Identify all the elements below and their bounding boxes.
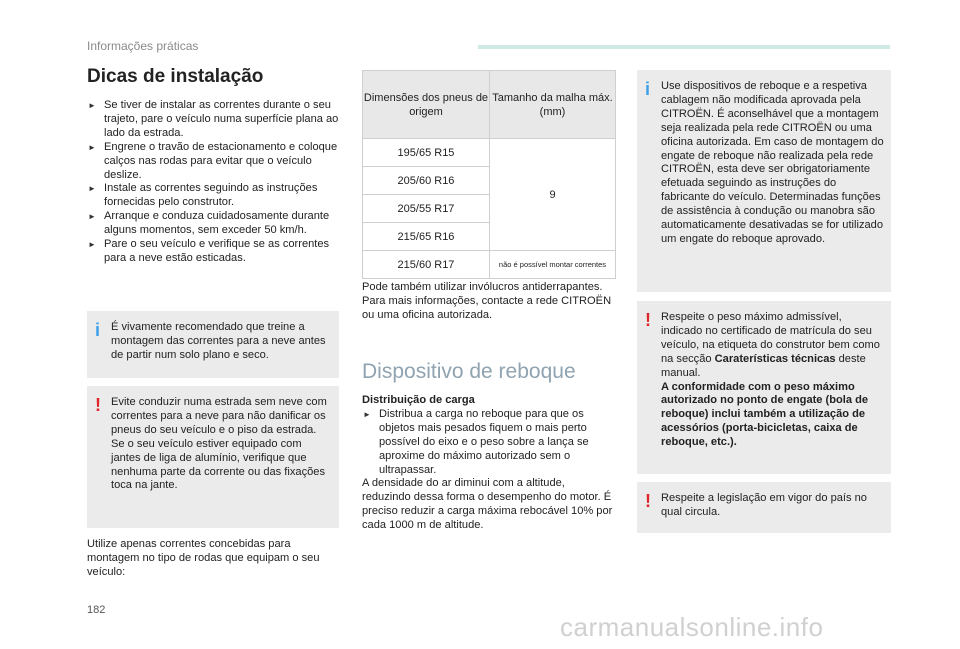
info-text: É vivamente recomendado que treine a montagem das correntes para a neve antes de partir num solo plano e seco. (111, 321, 326, 361)
load-distribution-subtitle: Distribuição de carga (362, 394, 475, 406)
info-box-towbar (637, 70, 891, 292)
info-text: Use dispositivos de reboque e a respetiva cablagem não modificada aprovada pela CITROËN. É aconselhável que a montagem seja realizada pela rede CITROËN ou uma oficina autorizada. Em caso de montagem do engate de reboque não realizada pela rede CITROËN, esta deve ser obrigatoriamente efetuada seguindo as instruções do fabricante do veículo. Determinadas funções de assistência à condução ou manobra são automaticamente desativadas se for utilizado um engate do reboque aprovado. (661, 80, 884, 245)
list-item: ► Pare o seu veículo e verifique se as correntes para a neve estão esticadas. (87, 238, 339, 266)
info-icon: i (95, 320, 101, 340)
table-header-mesh: Tamanho da malha máx. (mm) (490, 71, 616, 139)
weight-warning-text: Respeite o peso máximo admissível, indicado no certificado de matrícula do seu veículo, na etiqueta do construtor bem como na secção (661, 311, 880, 365)
manual-reference-text: deste manual. (661, 352, 866, 379)
header-accent-bar (478, 45, 890, 49)
after-table-text (362, 281, 612, 323)
tyre-size-cell: 205/60 R16 (363, 167, 490, 195)
list-item: ► Se tiver de instalar as correntes durante o seu trajeto, pare o veículo numa superfície plana ao lado da estrada. (87, 99, 339, 141)
list-item: ► Instale as correntes seguindo as instruções fornecidas pelo construtor. (87, 182, 339, 210)
table-row (363, 251, 616, 279)
technical-specs-reference: Caraterísticas técnicas (714, 352, 836, 365)
list-item: ► Arranque e conduza cuidadosamente durante alguns momentos, sem exceder 50 km/h. (87, 210, 339, 238)
table-header-dimensions: Dimensões dos pneus de origem (363, 71, 490, 139)
table-header-row (363, 71, 616, 139)
contact-network-note: Para mais informações, contacte a rede CITROËN ou uma oficina autorizada. (362, 294, 612, 321)
warning-box-legislation (637, 482, 891, 533)
not-possible-note-cell: não é possível montar correntes (490, 251, 616, 279)
tyre-size-cell: 215/65 R16 (363, 223, 490, 251)
antiskid-note: Pode também utilizar invólucros antiderrapantes. (362, 281, 603, 293)
tyre-size-cell: 215/60 R17 (363, 251, 490, 279)
warning-text: Evite conduzir numa estrada sem neve com correntes para a neve para não danificar os pneus do seu veículo e o piso da estrada. Se o seu veículo estiver equipado com jantes de liga de alumínio, verifique que nenhuma parte da corrente ou das fixações toca na jante. (111, 396, 327, 492)
page-number: 182 (87, 604, 106, 616)
install-steps-list (87, 99, 339, 266)
warning-icon: ! (645, 310, 651, 330)
warning-icon: ! (95, 395, 101, 415)
towing-device-title: Dispositivo de reboque (362, 360, 576, 383)
tyre-size-cell: 195/65 R15 (363, 139, 490, 167)
section-header-title: Informações práticas (87, 39, 199, 53)
chains-usage-note: Utilize apenas correntes concebidas para montagem no tipo de rodas que equipam o seu veículo: (87, 538, 320, 578)
install-tips-title: Dicas de instalação (87, 66, 264, 87)
info-icon: i (645, 79, 651, 99)
mesh-size-cell: 9 (490, 139, 616, 251)
warning-text: Respeite a legislação em vigor do país no qual circula. (661, 492, 867, 518)
list-item: ► Engrene o travão de estacionamento e coloque calços nas rodas para evitar que o veículo deslize. (87, 141, 339, 183)
info-box-practice (87, 311, 339, 378)
altitude-paragraph: A densidade do ar diminui com a altitude, reduzindo dessa forma o desempenho do motor. É preciso reduzir a carga máxima rebocável 10% por cada 1000 m de altitude. (362, 477, 613, 532)
list-item: ► Distribua a carga no reboque para que os objetos mais pesados fiquem o mais perto possível do eixo e o peso sobre a lança se aproxime do máximo autorizado sem o ultrapassar. (362, 408, 614, 478)
warning-box-max-weight (637, 301, 891, 474)
table-row (363, 139, 616, 167)
tyre-size-cell: 205/55 R17 (363, 195, 490, 223)
load-distribution-section (362, 394, 614, 533)
tyre-chain-table (362, 70, 616, 279)
hitch-weight-note: A conformidade com o peso máximo autorizado no ponto de engate (bola de reboque) inclui também a utilização de acessórios (porta-bicicletas, caixa de reboque, etc.). (661, 380, 869, 449)
warning-text (661, 311, 885, 450)
watermark: carmanualsonline.info (560, 612, 824, 642)
load-distribution-list (362, 408, 614, 478)
warning-icon: ! (645, 491, 651, 511)
warning-box-no-snow (87, 386, 339, 528)
